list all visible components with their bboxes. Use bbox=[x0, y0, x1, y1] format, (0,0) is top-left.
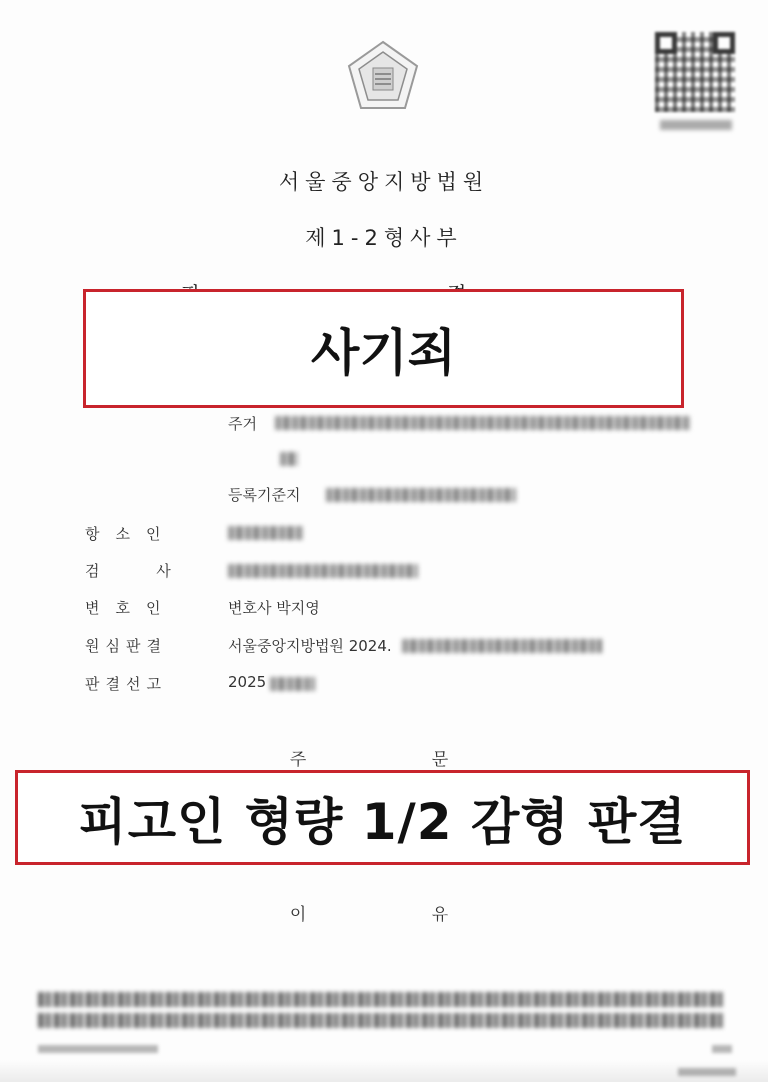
address-value-redacted-2 bbox=[280, 452, 298, 466]
prosecutor-value-redacted bbox=[228, 564, 418, 578]
appellant-value-redacted bbox=[228, 526, 303, 540]
verdict-overlay-text: 피고인 형량 1/2 감형 판결 bbox=[78, 792, 687, 851]
page-bottom-shadow bbox=[0, 1060, 768, 1082]
counsel-label: 변호인 bbox=[85, 599, 177, 617]
sentencing-date-value: 2025 bbox=[228, 673, 267, 691]
order-heading: 주 문 bbox=[289, 750, 509, 770]
verdict-overlay-box bbox=[15, 770, 750, 865]
counsel-value: 변호사 박지영 bbox=[228, 599, 320, 617]
address-value-redacted bbox=[275, 416, 690, 430]
appellant-label: 항소인 bbox=[85, 525, 177, 543]
body-text-redacted-1 bbox=[38, 992, 723, 1007]
reason-heading: 이 유 bbox=[289, 905, 509, 925]
footer-text-redacted bbox=[38, 1045, 158, 1053]
qr-code-icon bbox=[655, 32, 735, 112]
original-judgment-value: 서울중앙지방법원 2024. bbox=[228, 637, 392, 655]
court-emblem-icon bbox=[343, 38, 423, 118]
original-judgment-redacted bbox=[402, 639, 602, 653]
crime-overlay-text: 사기죄 bbox=[311, 323, 456, 382]
original-judgment-label: 원심판결 bbox=[85, 637, 167, 655]
prosecutor-label: 검 사 bbox=[85, 562, 197, 580]
crime-overlay-box bbox=[83, 289, 684, 408]
page-number-redacted bbox=[712, 1045, 732, 1053]
sentencing-date-redacted bbox=[270, 677, 315, 691]
body-text-redacted-2 bbox=[38, 1013, 723, 1028]
court-name: 서울중앙지방법원 bbox=[278, 170, 490, 194]
registry-label: 등록기준지 bbox=[228, 486, 301, 504]
registry-value-redacted bbox=[326, 488, 516, 502]
sentencing-date-label: 판결선고 bbox=[85, 675, 167, 693]
address-label: 주거 bbox=[228, 415, 257, 433]
court-division: 제1-2형사부 bbox=[305, 226, 463, 250]
qr-caption-redacted bbox=[660, 120, 732, 130]
